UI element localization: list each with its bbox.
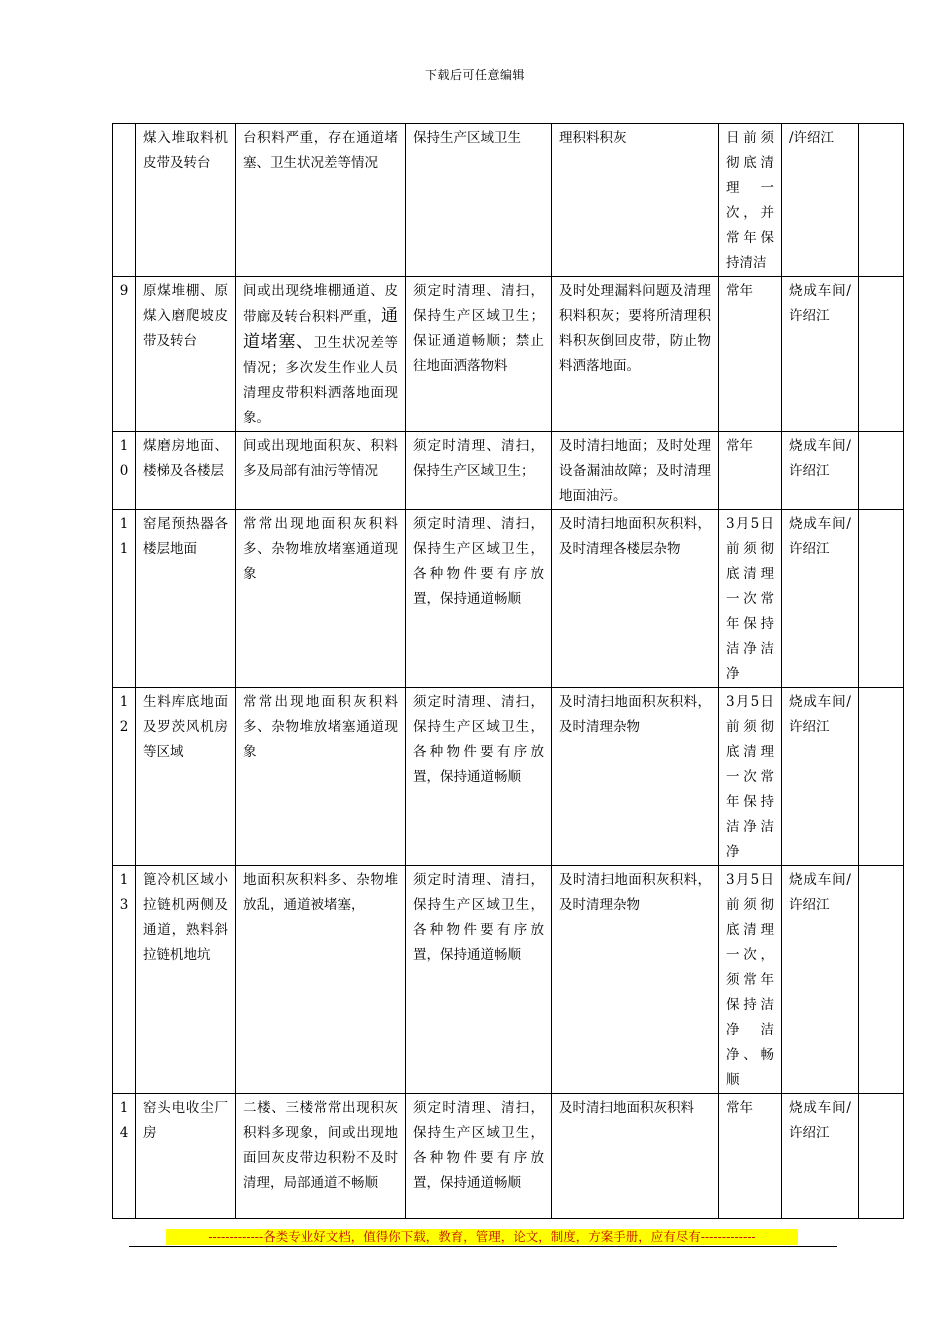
- table-row: [113, 277, 904, 432]
- row-number: 1 4: [113, 1094, 136, 1219]
- table-row: [113, 510, 904, 688]
- row-number: [113, 124, 136, 277]
- deadline-cell: 常年: [719, 432, 782, 510]
- problem-cell: 地面积灰积料多、杂物堆放乱，通道被堵塞，: [236, 866, 406, 1094]
- requirement-cell: 须定时清理、清扫，保持生产区域卫生，各种物件要有序放置，保持通道畅顺: [406, 1094, 552, 1219]
- row-number: 1 3: [113, 866, 136, 1094]
- row-number: 1 2: [113, 688, 136, 866]
- owner-cell: 烧成车间/许绍江: [782, 866, 859, 1094]
- extra-cell: [859, 277, 904, 432]
- row-number: 9: [113, 277, 136, 432]
- table-row: [113, 688, 904, 866]
- problem-cell: 二楼、三楼常常出现积灰积料多现象，间或出现地面回灰皮带边积粉不及时清理，局部通道不畅顺: [236, 1094, 406, 1219]
- row-number: 1 1: [113, 510, 136, 688]
- owner-cell: 烧成车间/许绍江: [782, 1094, 859, 1219]
- requirement-cell: 须定时清理、清扫，保持生产区域卫生，各种物件要有序放置，保持通道畅顺: [406, 510, 552, 688]
- deadline-cell: 常年: [719, 277, 782, 432]
- requirement-cell: 须定时清理、清扫，保持生产区域卫生，各种物件要有序放置，保持通道畅顺: [406, 866, 552, 1094]
- measure-cell: 及时清扫地面积灰积料，及时清理杂物: [552, 866, 719, 1094]
- footer-banner: -------------各类专业好文档，值得你下载，教育，管理，论文，制度，方案手册，应有尽有-------------: [166, 1229, 798, 1245]
- page-header-note: 下载后可任意编辑: [424, 68, 525, 82]
- area-cell: 原煤堆棚、原煤入磨爬坡皮带及转台: [136, 277, 236, 432]
- table-row: [113, 124, 904, 277]
- area-cell: 生料库底地面及罗茨风机房等区域: [136, 688, 236, 866]
- deadline-cell: 3月5日前须彻底清理一次常年保持洁净洁净: [719, 510, 782, 688]
- area-cell: 煤入堆取料机皮带及转台: [136, 124, 236, 277]
- measure-cell: 理积料积灰: [552, 124, 719, 277]
- owner-cell: 烧成车间/许绍江: [782, 277, 859, 432]
- measure-cell: 及时清扫地面；及时处理设备漏油故障；及时清理地面油污。: [552, 432, 719, 510]
- owner-cell: 烧成车间/许绍江: [782, 688, 859, 866]
- table-row: [113, 432, 904, 510]
- extra-cell: [859, 1094, 904, 1219]
- problem-cell: [236, 277, 406, 432]
- deadline-cell: 日前须彻底清理一次，并常年保持清洁: [719, 124, 782, 277]
- requirement-cell: 须定时清理、清扫，保持生产区域卫生；保证通道畅顺；禁止往地面洒落物料: [406, 277, 552, 432]
- measure-cell: 及时处理漏料问题及清理积料积灰；要将所清理积料积灰倒回皮带，防止物料洒落地面。: [552, 277, 719, 432]
- row-number: 1 0: [113, 432, 136, 510]
- deadline-cell: 3月5日前须彻底清理一次，须常年保持洁净洁净、畅顺: [719, 866, 782, 1094]
- problem-text: 间或出现绕堆棚通道、皮带廊及转台积料严重，: [243, 283, 398, 325]
- owner-cell: 烧成车间/许绍江: [782, 432, 859, 510]
- area-cell: 窑头电收尘厂房: [136, 1094, 236, 1219]
- problem-emphasis-text: 通道堵塞、: [243, 306, 398, 352]
- extra-cell: [859, 688, 904, 866]
- extra-cell: [859, 124, 904, 277]
- owner-cell: 烧成车间/许绍江: [782, 510, 859, 688]
- footer-divider: [129, 1246, 837, 1247]
- problem-text: 卫生状况差等情况；多次发生作业人员清理皮带积料洒落地面现象。: [243, 335, 399, 426]
- problem-cell: 常常出现地面积灰积料多、杂物堆放堵塞通道现象: [236, 688, 406, 866]
- measure-cell: 及时清扫地面积灰积料，及时清理各楼层杂物: [552, 510, 719, 688]
- extra-cell: [859, 510, 904, 688]
- requirement-cell: 须定时清理、清扫，保持生产区域卫生；: [406, 432, 552, 510]
- area-cell: 篦冷机区域小拉链机两侧及通道，熟料斜拉链机地坑: [136, 866, 236, 1094]
- problem-cell: 台积料严重，存在通道堵塞、卫生状况差等情况: [236, 124, 406, 277]
- problem-cell: 间或出现地面积灰、积料多及局部有油污等情况: [236, 432, 406, 510]
- table-row: [113, 1094, 904, 1219]
- owner-cell: /许绍江: [782, 124, 859, 277]
- extra-cell: [859, 866, 904, 1094]
- deadline-cell: 3月5日前须彻底清理一次常年保持洁净洁净: [719, 688, 782, 866]
- problem-cell: 常常出现地面积灰积料多、杂物堆放堵塞通道现象: [236, 510, 406, 688]
- area-cell: 窑尾预热器各楼层地面: [136, 510, 236, 688]
- measure-cell: 及时清扫地面积灰积料: [552, 1094, 719, 1219]
- deadline-cell: 常年: [719, 1094, 782, 1219]
- table-row: [113, 866, 904, 1094]
- requirement-cell: 须定时清理、清扫，保持生产区域卫生，各种物件要有序放置，保持通道畅顺: [406, 688, 552, 866]
- area-cell: 煤磨房地面、楼梯及各楼层: [136, 432, 236, 510]
- requirement-cell: 保持生产区域卫生: [406, 124, 552, 277]
- sanitation-table: [112, 123, 904, 1219]
- extra-cell: [859, 432, 904, 510]
- measure-cell: 及时清扫地面积灰积料，及时清理杂物: [552, 688, 719, 866]
